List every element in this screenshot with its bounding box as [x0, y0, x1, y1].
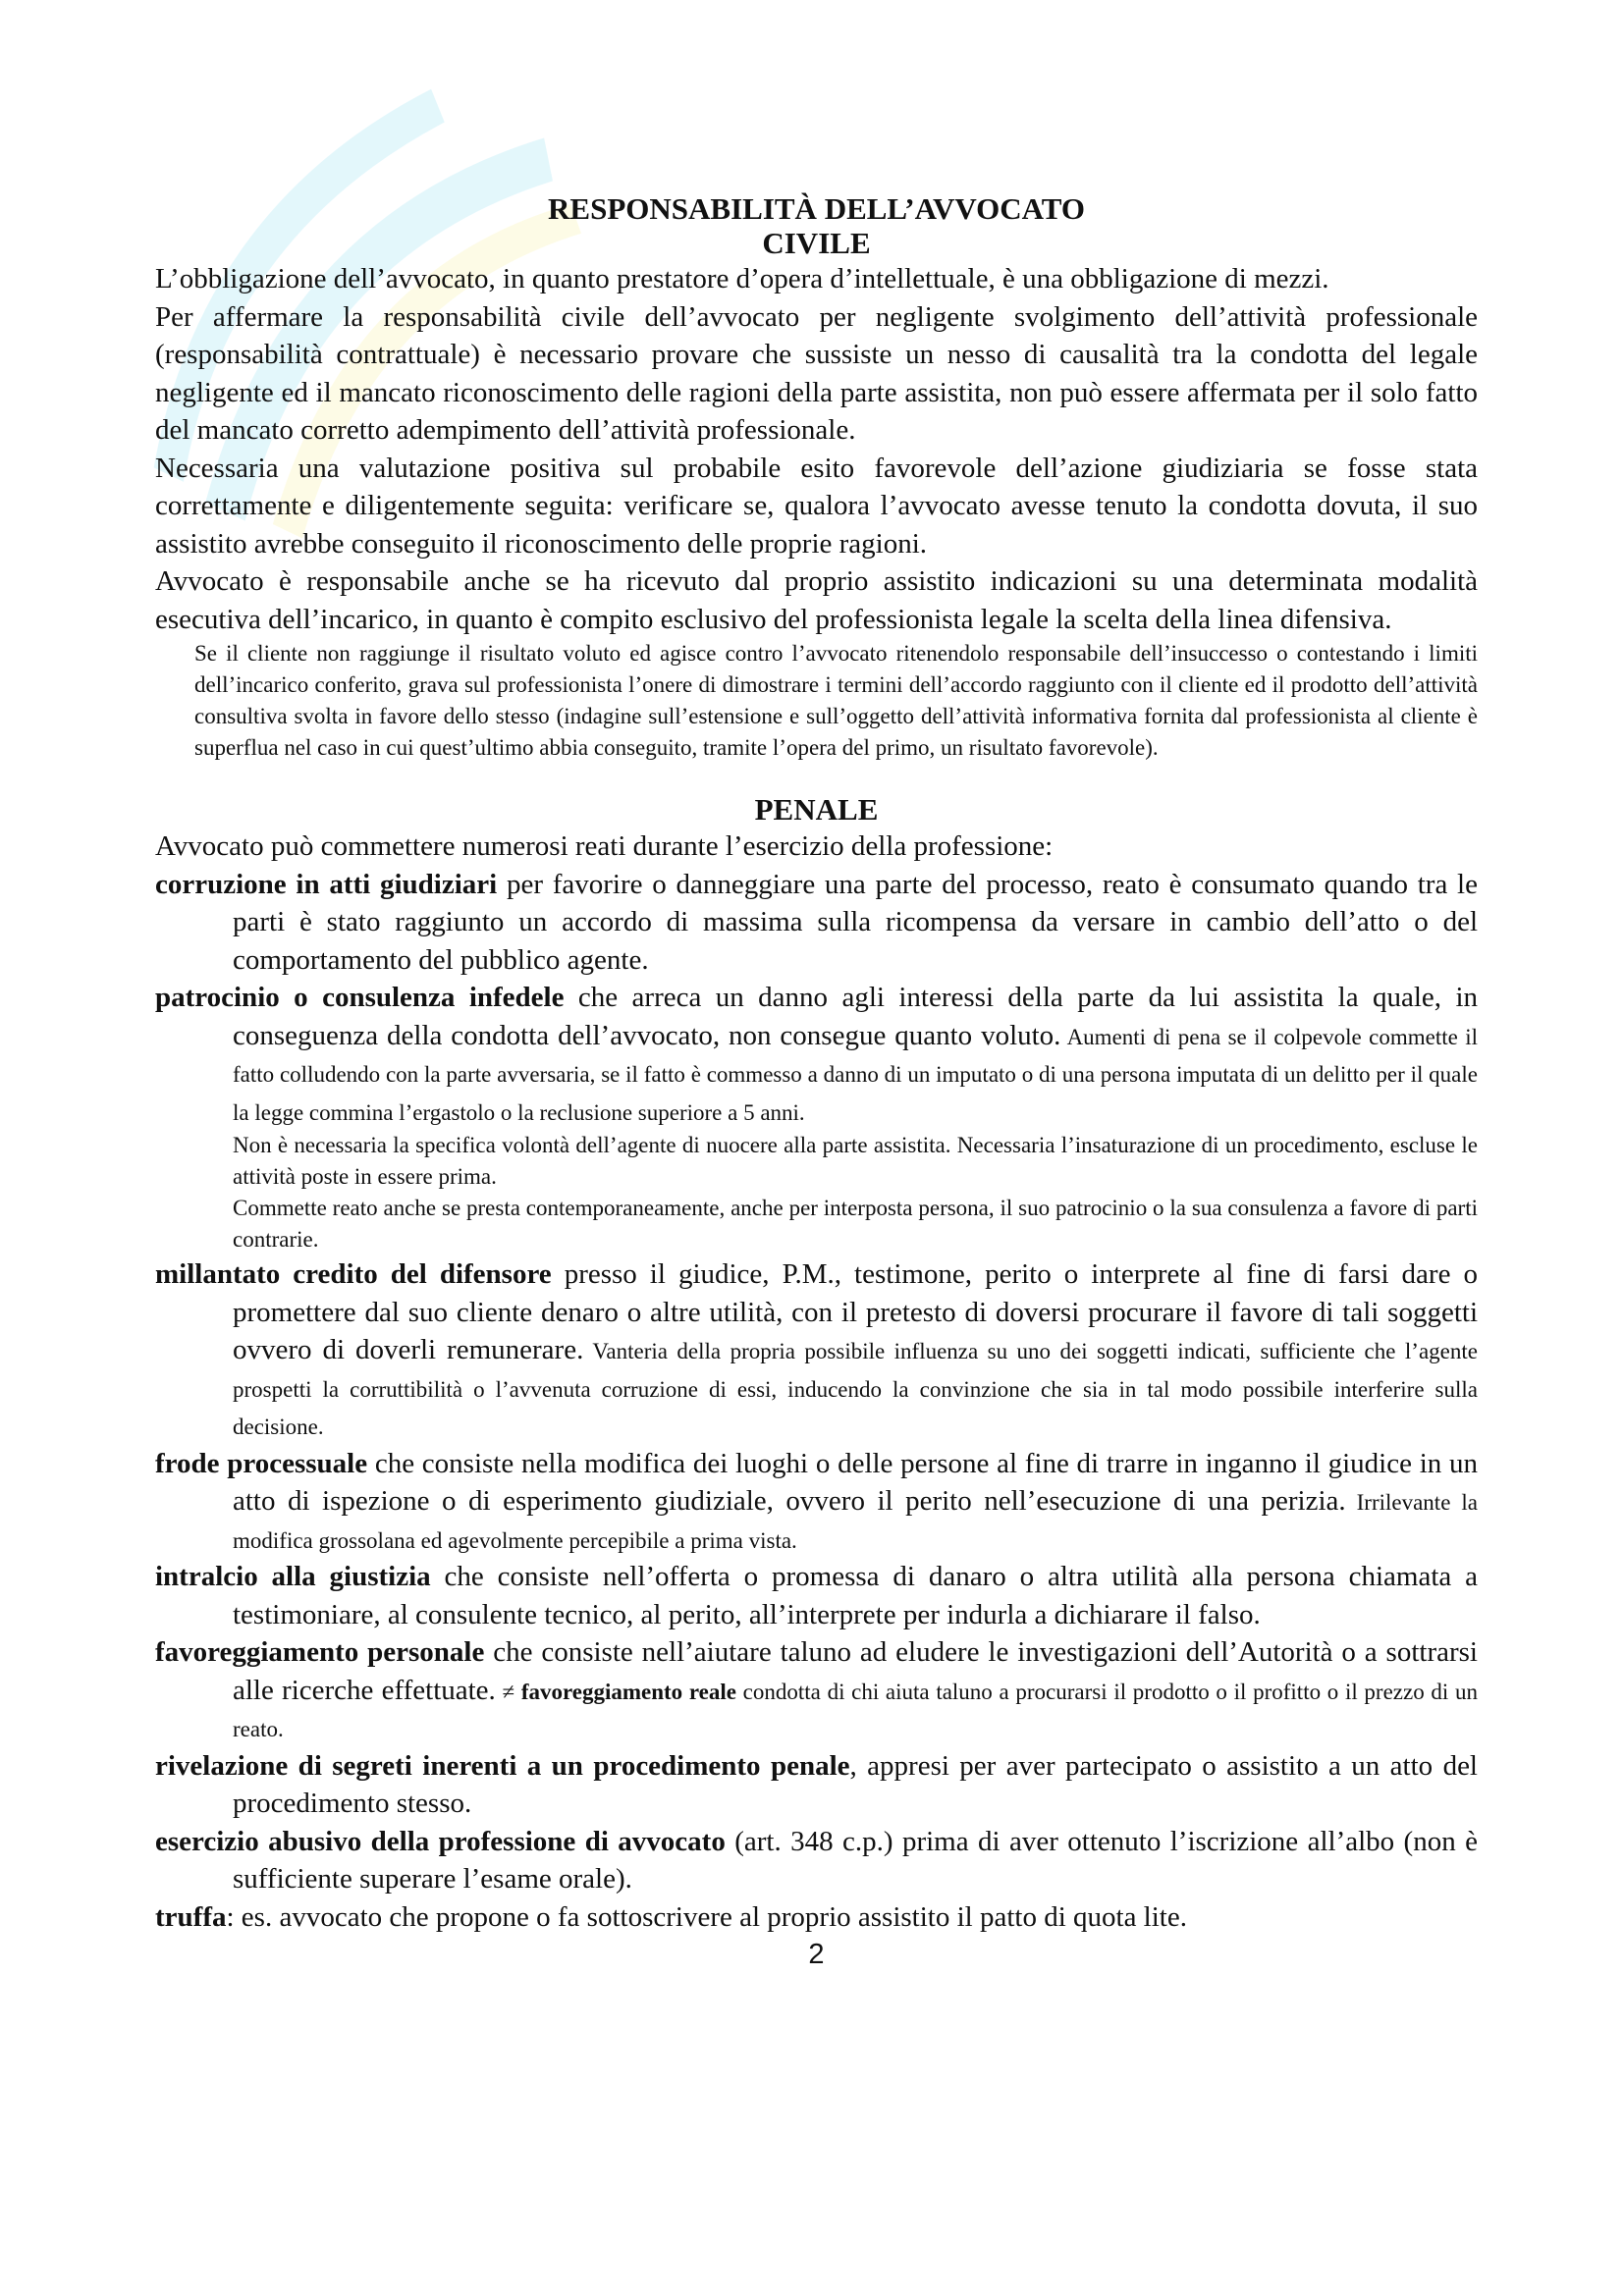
crime-term: intralcio alla giustizia	[155, 1561, 431, 1593]
crime-item: truffa: es. avvocato che propone o fa sottoscrivere al proprio assistito il patto di quota lite.	[155, 1900, 1187, 1933]
section-heading-penale: PENALE	[754, 792, 879, 828]
paragraph: Per affermare la responsabilità civile dell’avvocato per negligente svolgimento dell’attività professionale (responsabilità contrattuale) è necessario provare che sussiste un nesso di causalità tra la condotta del legale negligente ed il mancato riconoscimento delle ragioni della parte assistita, non può essere affermata per il solo fatto del mancato corretto adempimento dell’attività professionale.	[155, 300, 1478, 447]
paragraph: Avvocato è responsabile anche se ha ricevuto dal proprio assistito indicazioni su una determinata modalità esecutiva dell’incarico, in quanto è compito esclusivo del professionista legale la scelta della linea difensiva.	[155, 565, 1478, 635]
crime-term: favoreggiamento personale	[155, 1636, 485, 1669]
crime-term: corruzione in atti giudiziari	[155, 868, 498, 900]
section-heading-civile: CIVILE	[762, 225, 871, 260]
penale-intro: Avvocato può commettere numerosi reati durante l’esercizio della professione:	[155, 830, 1054, 863]
paragraph: L’obbligazione dell’avvocato, in quanto prestatore d’opera d’intellettuale, è una obbligazione di mezzi.	[155, 263, 1329, 295]
crime-term: frode processuale	[155, 1447, 368, 1479]
crime-term: millantato credito del difensore	[155, 1258, 552, 1291]
crime-item: millantato credito del difensore presso il giudice, P.M., testimone, perito o interprete al fine di farsi dare o promettere dal suo cliente denaro o altre utilità, con il pretesto di doversi procurare il favore di tali soggetti ovvero di doverli remunerare. Vanteria della propria possibile influenza su uno dei soggetti indicati, sufficiente che l’agente prospetti la corruttibilità o l’avvenuta corruzione di essi, inducendo la convinzione che sia in tal modo possibile interferire sulla decisione.	[155, 1258, 1478, 1440]
crime-item: intralcio alla giustizia che consiste nell’offerta o promessa di danaro o altra utilità alla persona chiamata a testimoniare, al consulente tecnico, al perito, all’interprete per indurla a dichiarare il falso.	[155, 1561, 1478, 1630]
crime-term: truffa	[155, 1900, 227, 1933]
crime-item: patrocinio o consulenza infedele che arreca un danno agli interessi della parte da lui assistita la quale, in conseguenza della condotta dell’avvocato, non consegue quanto voluto. Aumenti di pena se il colpevole commette il fatto colludendo con la parte avversaria, se il fatto è commesso a danno di un imputato o di una persona imputata di un delitto per il quale la legge commina l’ergastolo o la reclusione superiore a 5 anni.	[155, 982, 1478, 1125]
crime-item: corruzione in atti giudiziari per favorire o danneggiare una parte del processo, reato è consumato quando tra le parti è stato raggiunto un accordo di massima sulla ricompensa da versare in cambio dell’atto o del comportamento del pubblico agente.	[155, 868, 1478, 976]
paragraph: Necessaria una valutazione positiva sul probabile esito favorevole dell’azione giudiziaria se fosse stata correttamente e diligentemente seguita: verificare se, qualora l’avvocato avesse tenuto la condotta dovuta, il suo assistito avrebbe conseguito il riconoscimento delle proprie ragioni.	[155, 452, 1478, 560]
page-title: RESPONSABILITÀ DELL’AVVOCATO	[548, 191, 1085, 226]
crime-term: patrocinio o consulenza infedele	[155, 982, 565, 1014]
crime-item: favoreggiamento personale che consiste nell’aiutare taluno ad eludere le investigazioni dell’Autorità o a sottrarsi alle ricerche effettuate. ≠ favoreggiamento reale condotta di chi aiuta taluno a procurarsi il prodotto o il profitto o il prezzo di un reato.	[155, 1636, 1478, 1742]
document-page	[155, 192, 1478, 1973]
crime-item: rivelazione di segreti inerenti a un procedimento penale, appresi per aver partecipato o assistito a un atto del procedimento stesso.	[155, 1749, 1478, 1820]
crime-term: esercizio abusivo della professione di avvocato	[155, 1825, 726, 1857]
page-number: 2	[808, 1939, 825, 1971]
crime-term: rivelazione di segreti inerenti a un procedimento penale	[155, 1749, 850, 1782]
civile-note: Se il cliente non raggiunge il risultato voluto ed agisce contro l’avvocato ritenendolo responsabile dell’insuccesso o contestando i limiti dell’incarico conferito, grava sul professionista l’onere di dimostrare i termini dell’accordo raggiunto con il cliente ed il prodotto dell’attività consultiva svolta in favore dello stesso (indagine sull’estensione e sull’oggetto dell’attività informativa fornita dal professionista al cliente è superflua nel caso in cui quest’ultimo abbia conseguito, tramite l’opera del primo, un risultato favorevole).	[194, 641, 1478, 761]
crime-subnote: Non è necessaria la specifica volontà dell’agente di nuocere alla parte assistita. Necessaria l’insaturazione di un procedimento, escluse le attività poste in essere prima.	[233, 1133, 1478, 1190]
crime-item: frode processuale che consiste nella modifica dei luoghi o delle persone al fine di trarre in inganno il giudice in un atto di ispezione o di esperimento giudiziale, ovvero il perito nell’esecuzione di una perizia. Irrilevante la modifica grossolana ed agevolmente percepibile a prima vista.	[155, 1447, 1479, 1553]
crime-subnote: Commette reato anche se presta contemporaneamente, anche per interposta persona, il suo patrocinio o la sua consulenza a favore di parti contrarie.	[233, 1196, 1478, 1253]
crime-item: esercizio abusivo della professione di avvocato (art. 348 c.p.) prima di aver ottenuto l’iscrizione all’albo (non è sufficiente superare l’esame orale).	[155, 1825, 1478, 1896]
